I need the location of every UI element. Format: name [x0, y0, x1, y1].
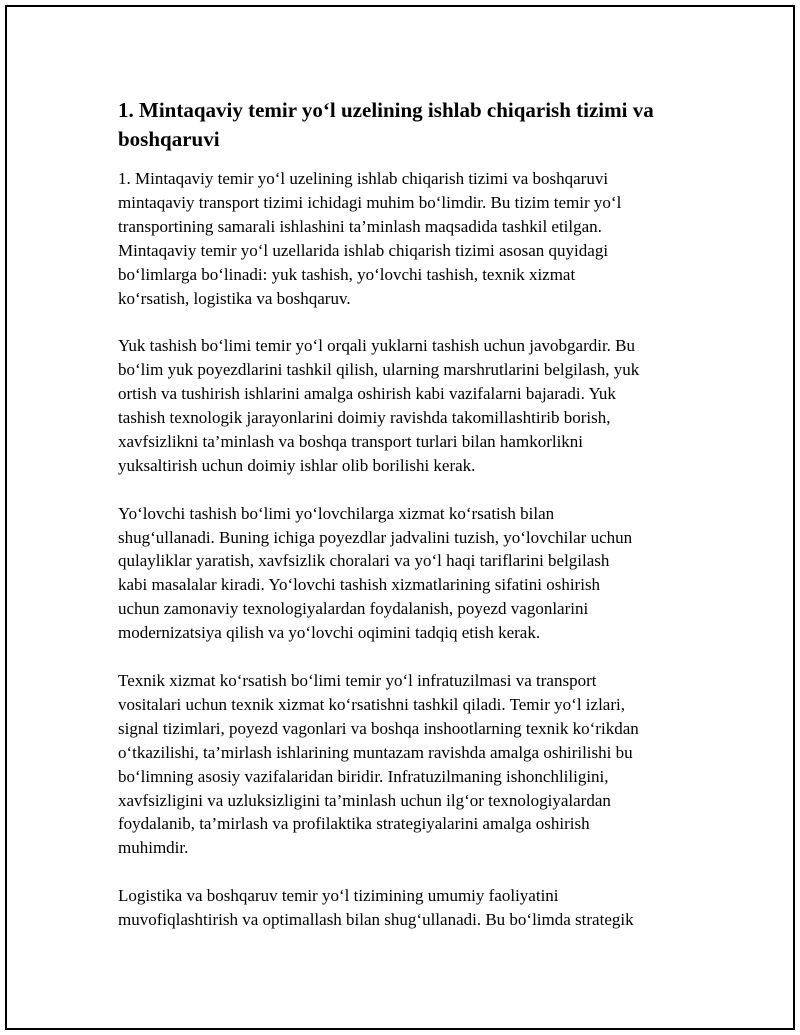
- paragraph-logistics: Logistika va boshqaruv temir yo‘l tizimining umumiy faoliyatini muvofiqlashtirish va optimallash bilan shug‘ullanadi. Bu bo‘limda strategik: [118, 886, 634, 930]
- section-heading: 1. Mintaqaviy temir yo‘l uzelining ishlab chiqarish tizimi va boshqaruvi: [118, 98, 654, 151]
- paragraph-intro: 1. Mintaqaviy temir yo‘l uzelining ishlab chiqarish tizimi va boshqaruvi mintaqaviy transport tizimi ichidagi muhim bo‘limdir. Bu tizim temir yo‘l transportining samarali ishlashini ta’minlash maqsadida tashkil etilgan. Mintaqaviy temir yo‘l uzellarida ishlab chiqarish tizimi asosan quyidagi bo‘limlarga bo‘linadi: yuk tashish, yo‘lovchi tashish, texnik xizmat ko‘rsatish, logistika va boshqaruv.: [118, 169, 622, 308]
- paragraph-maintenance: Texnik xizmat ko‘rsatish bo‘limi temir yo‘l infratuzilmasi va transport vositalari uchun texnik xizmat ko‘rsatishni tashkil qiladi. Temir yo‘l izlari, signal tizimlari, poyezd vagonlari va boshqa inshootlarning texnik ko‘rikdan o‘tkazilishi, ta’mirlash ishlarining muntazam ravishda amalga oshirilishi bu bo‘limning asosiy vazifalaridan biridir. Infratuzilmaning ishonchliligini, xavfsizligini va uzluksizligini ta’minlash uchun ilg‘or texnologiyalardan foydalanib, ta’mirlash va profilaktika strategiyalarini amalga oshirish muhimdir.: [118, 670, 639, 858]
- document-body: [118, 96, 698, 956]
- paragraph-freight: Yuk tashish bo‘limi temir yo‘l orqali yuklarni tashish uchun javobgardir. Bu bo‘lim yuk poyezdlarini tashkil qilish, ularning marshrutlarini belgilash, yuk ortish va tushirish ishlarini amalga oshirish kabi vazifalarni bajaradi. Yuk tashish texnologik jarayonlarini doimiy ravishda takomillashtirib borish, xavfsizlikni ta’minlash va boshqa transport turlari bilan hamkorlikni yuksaltirish uchun doimiy ishlar olib borilishi kerak.: [118, 336, 640, 475]
- paragraph-passenger: Yo‘lovchi tashish bo‘limi yo‘lovchilarga xizmat ko‘rsatish bilan shug‘ullanadi. Buning ichiga poyezdlar jadvalini tuzish, yo‘lovchilar uchun qulayliklar yaratish, xavfsizlik choralari va yo‘l haqi tariflarini belgilash kabi masalalar kiradi. Yo‘lovchi tashish xizmatlarining sifatini oshirish uchun zamonaviy texnologiyalardan foydalanish, poyezd vagonlarini modernizatsiya qilish va yo‘lovchi oqimini tadqiq etish kerak.: [118, 503, 633, 643]
- page-frame: [5, 5, 795, 1030]
